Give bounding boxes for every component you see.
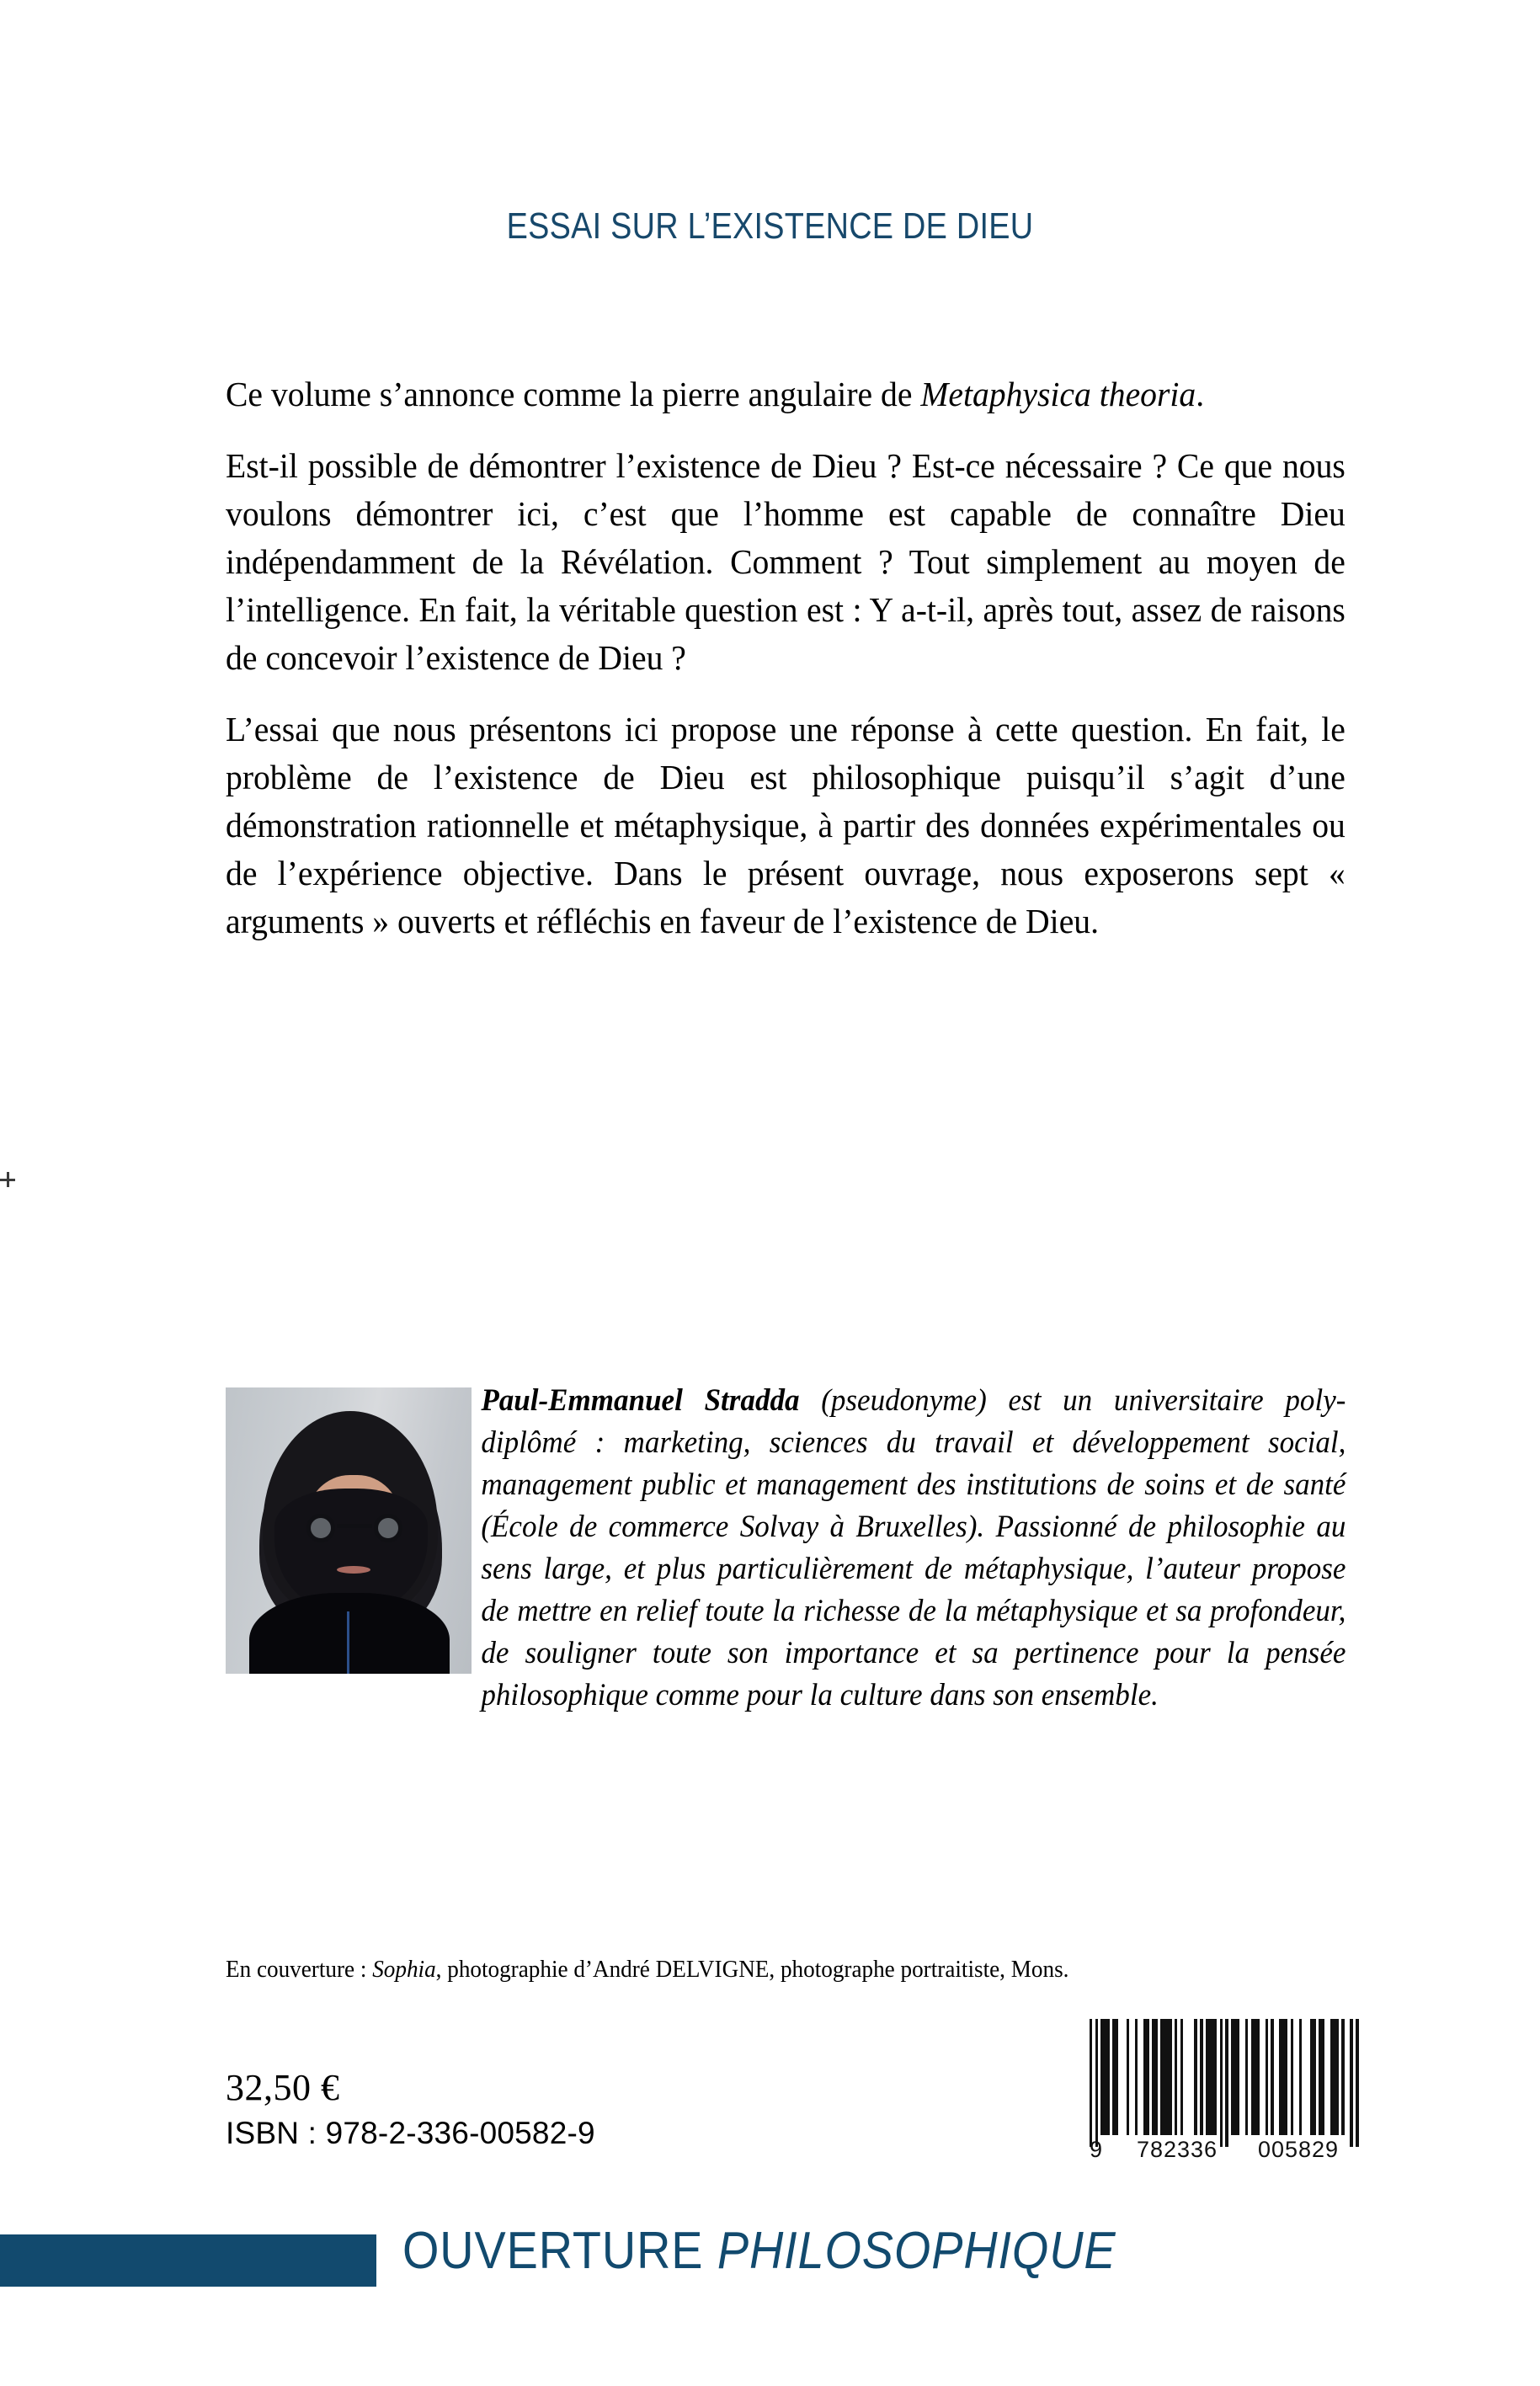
cover-credit-line xyxy=(226,1955,1312,1985)
barcode-right-group: 005829 xyxy=(1257,2137,1340,2162)
banner-color-block xyxy=(0,2234,376,2287)
blurb-p1-pre: Ce volume s’annonce comme la pierre angulaire de xyxy=(226,375,921,413)
credit-work-title: Sophia xyxy=(372,1957,436,1983)
author-bio-body: (pseudonyme) est un universitaire poly-diplômé : marketing, sciences du travail et développement social, management public et management des institutions de soins et de santé (École de commerce Solvay à Bruxelles). Passionné de philosophie au sens large, et plus particulièrement de métaphysique, l’auteur propose de mettre en relief toute la richesse de la métaphysique et sa profondeur, de souligner toute son importance et sa pertinence pour la pensée philosophique comme pour la culture dans son ensemble. xyxy=(481,1382,1346,1712)
author-bio-text xyxy=(226,1379,1346,1716)
credit-suffix: , photographie d’André DELVIGNE, photographe portraitiste, Mons. xyxy=(435,1957,1069,1983)
crop-registration-mark xyxy=(0,1172,15,1187)
ean13-barcode xyxy=(1090,2019,1359,2170)
barcode-bars xyxy=(1090,2019,1359,2147)
barcode-left-group: 782336 xyxy=(1136,2137,1218,2162)
isbn-label: ISBN : 978-2-336-00582-9 xyxy=(226,2116,595,2150)
collection-name-part2: PHILOSOPHIQUE xyxy=(717,2222,1116,2280)
collection-name-part1: OUVERTURE xyxy=(402,2222,704,2280)
blurb-paragraph-3: L’essai que nous présentons ici propose une réponse à cette question. En fait, le problème de l’existence de Dieu est philosophique puisqu’il s’agit d’une démonstration rationnelle et métaphysique, à partir des données expérimentales ou de l’expérience objective. Dans le présent ouvrage, nous exposerons sept « arguments » ouverts et réfléchis en faveur de l’existence de Dieu. xyxy=(226,710,1346,940)
blurb-p1-post: . xyxy=(1196,375,1205,413)
price-isbn-block xyxy=(226,2064,595,2155)
credit-prefix: En couverture : xyxy=(226,1957,373,1983)
collection-name xyxy=(402,2221,1116,2281)
barcode-digits xyxy=(1090,2137,1359,2163)
price-label: 32,50 € xyxy=(226,2067,340,2108)
barcode-lead-digit: 9 xyxy=(1090,2137,1104,2162)
blurb-text-block xyxy=(226,370,1346,945)
page-title: ESSAI SUR L’EXISTENCE DE DIEU xyxy=(506,205,1034,247)
collection-banner xyxy=(0,2214,1540,2386)
author-bio-block xyxy=(226,1379,1346,1716)
author-name: Paul-Emmanuel Stradda xyxy=(481,1382,800,1417)
blurb-paragraph-2: Est-il possible de démontrer l’existence de Dieu ? Est-ce nécessaire ? Ce que nous voulons démontrer ici, c’est que l’homme est capable de connaître Dieu indépendamment de la Révélation. Comment ? Tout simplement au moyen de l’intelligence. En fait, la véritable question est : Y a-t-il, après tout, assez de raisons de concevoir l’existence de Dieu ? xyxy=(226,446,1346,677)
blurb-p1-italic-title: Metaphysica theoria xyxy=(920,375,1196,413)
blurb-paragraph-1 xyxy=(226,370,1346,418)
